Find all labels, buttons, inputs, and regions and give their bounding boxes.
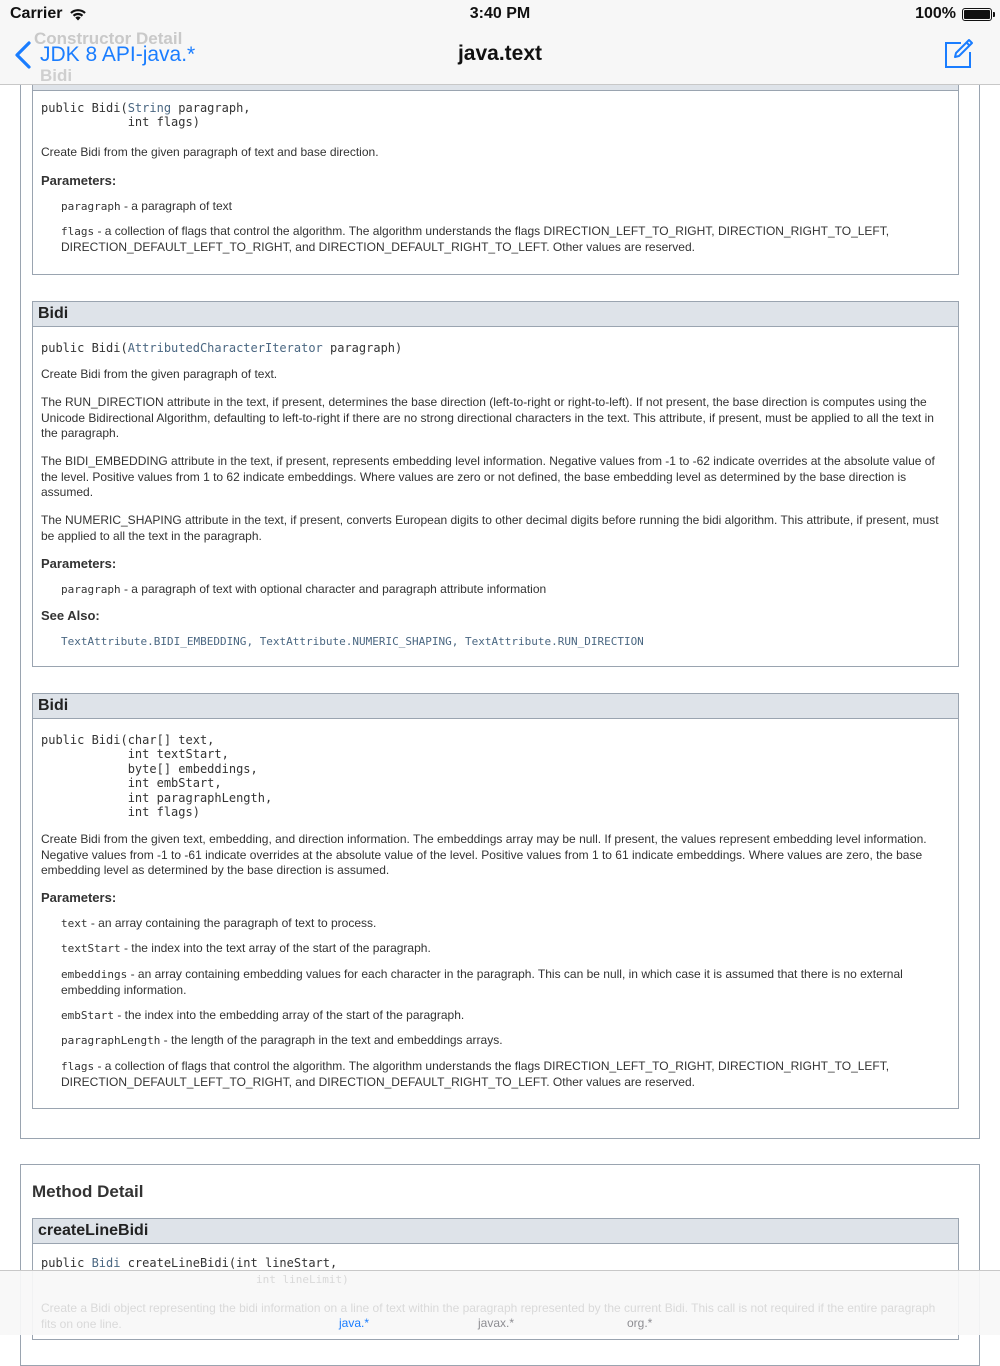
bidi-embedding-paragraph: The BIDI_EMBEDDING attribute in the text, if present, represents embedding level information. Negative values from -1 to -62 indicate overrides at the absolute value of the level. Positive values from 1 to 62 indicate embeddings. Where values are zero or not defined, the base embedding level as determined by the base direction is assumed. [41,454,935,499]
type-link[interactable]: AttributedCharacterIterator [127,341,323,355]
param-item: paragraph - a paragraph of text [61,199,233,213]
param-item: paragraph - a paragraph of text with optional character and paragraph attribute information [61,582,547,596]
see-also-label: See Also: [41,608,100,623]
run-direction-paragraph: The RUN_DIRECTION attribute in the text, if present, determines the base direction (left-to-right or right-to-left). If not present, the base direction is computes using the Unicode Bidirectional Algorithm, defaulting to left-to-right if there are no strong directional characters in the text. This attribute, if present, must be applied to all the text in the paragraph. [41,395,934,440]
back-button-label: JDK 8 API-java.* [40,43,196,66]
page-title: java.text [457,42,543,65]
method-detail-heading: Method Detail [32,1182,144,1201]
section-header: createLineBidi [33,1219,958,1244]
type-link[interactable]: Bidi [91,1256,121,1270]
underlying-heading-ghost: Constructor Detail [34,29,183,48]
numeric-shaping-paragraph: The NUMERIC_SHAPING attribute in the text, if present, converts European digits to other decimal digits before running the bidi algorithm. This attribute, if present, must be applied to all the text in the paragraph. [41,513,939,543]
constructor-block-string-flags [32,84,959,275]
constructor-block-attributed-iterator [32,301,959,667]
parameters-label: Parameters: [41,173,117,188]
battery-percent: 100% [915,5,956,22]
method-signature: public Bidi createLineBidi(int lineStart, [41,1256,338,1270]
param-item: textStart - the index into the text array of the start of the paragraph. [61,941,431,955]
constructor-signature: public Bidi(String paragraph, int flags) [41,101,251,130]
param-item: paragraphLength - the length of the paragraph in the text and embeddings arrays. [61,1033,503,1047]
battery-icon [962,8,992,21]
parameters-label: Parameters: [41,890,117,905]
underlying-signature-ghost: int lineLimit) [256,1273,349,1286]
tab-java[interactable]: java.* [339,1316,370,1330]
tab-bar [0,1270,1000,1335]
constructor-description: Create Bidi from the given paragraph of text. [41,367,278,381]
constructor-description: Create Bidi from the given text, embedding, and direction information. The embeddings array may be null. If present, the values represent embedding level information. Negative values from -1 to -61 indicate overrides at the absolute value of the level. Positive values from 1 to 61 indicate embeddings. Where values are zero, the base embedding level as determined by the base direction is assumed. [41,832,927,877]
param-item: flags - a collection of flags that control the algorithm. The algorithm understands the flags DIRECTION_LEFT_TO_RIGHT, DIRECTION_RIGHT_TO_LEFT, DIRECTION_DEFAULT_LEFT_TO_RIGHT, and DIRECTION_DEFAULT_RIGHT_TO_LEFT. Other values are reserved. [61,224,890,254]
constructor-block-char-array [32,693,959,1109]
type-link[interactable]: String [127,101,172,115]
underlying-description-ghost: Create a Bidi object representing the bidi information on a line of text within the paragraph represented by the current Bidi. This call is not required if the entire paragraph [41,1301,936,1315]
param-item: text - an array containing the paragraph of text to process. [61,916,377,930]
constructor-description: Create Bidi from the given paragraph of text and base direction. [41,145,379,159]
see-also-links: TextAttribute.BIDI_EMBEDDING, TextAttribute.NUMERIC_SHAPING, TextAttribute.RUN_DIRECTION [61,635,644,648]
navigation-bar [0,30,1000,85]
section-header: Bidi [33,694,958,719]
carrier-label: Carrier [10,5,63,22]
tab-javax[interactable]: javax.* [478,1316,515,1330]
back-button[interactable] [14,40,195,70]
section-header: Bidi [33,302,958,327]
see-also-link-numeric-shaping[interactable]: TextAttribute.NUMERIC_SHAPING [259,635,452,648]
underlying-subheading-ghost: Bidi [40,66,73,85]
parameters-label: Parameters: [41,556,117,571]
param-item: embStart - the index into the embedding array of the start of the paragraph. [61,1008,465,1022]
param-item: embeddings - an array containing embedding values for each character in the paragraph. This can be null, in which case it is assumed that there is no external embedding information. [61,967,903,997]
see-also-link-bidi-embedding[interactable]: TextAttribute.BIDI_EMBEDDING [61,635,247,648]
status-bar [0,0,1000,30]
param-item: flags - a collection of flags that control the algorithm. The algorithm understands the flags DIRECTION_LEFT_TO_RIGHT, DIRECTION_RIGHT_TO_LEFT, DIRECTION_DEFAULT_LEFT_TO_RIGHT, and DIRECTION_DEFAULT_RIGHT_TO_LEFT. Other values are reserved. [61,1059,890,1089]
chevron-left-icon [14,41,32,69]
underlying-description-ghost-2: fits on one line. [41,1317,122,1331]
constructor-signature: public Bidi(char[] text, int textStart, byte[] embeddings, int embStart, int paragraphLength, int flags) [41,733,273,820]
tab-org[interactable]: org.* [627,1316,653,1330]
see-also-link-run-direction[interactable]: TextAttribute.RUN_DIRECTION [465,635,644,648]
constructor-signature: public Bidi(AttributedCharacterIterator paragraph) [41,341,403,355]
clock: 3:40 PM [469,5,531,22]
compose-icon[interactable] [942,38,974,70]
